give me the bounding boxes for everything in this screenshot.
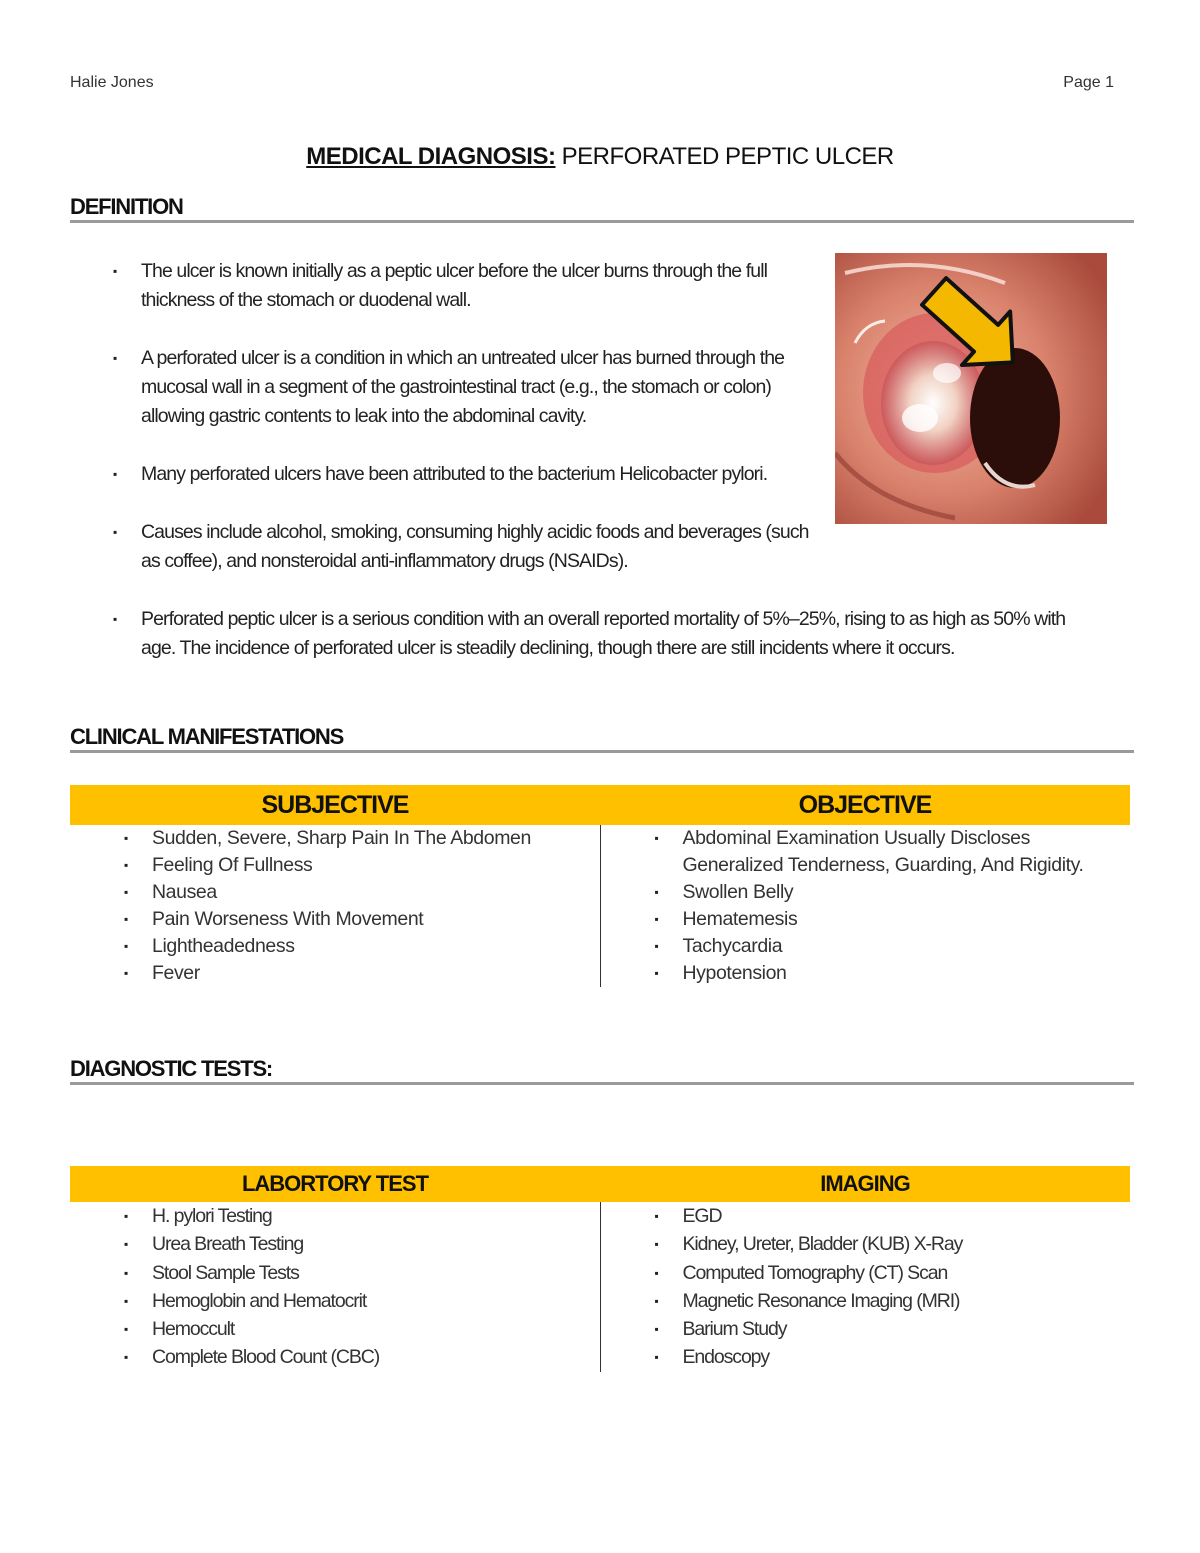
subjective-list: [152, 825, 600, 987]
subjective-header: SUBJECTIVE: [70, 785, 600, 825]
list-item: ▪ Stool Sample Tests: [152, 1259, 600, 1287]
list-item: ▪ Kidney, Ureter, Bladder (KUB) X-Ray: [683, 1230, 1131, 1258]
list-item: ▪ Pain Worseness With Movement: [152, 906, 600, 933]
ulcer-endoscopy-image: [835, 253, 1107, 524]
list-item: ▪ Feeling Of Fullness: [152, 852, 600, 879]
imaging-header: IMAGING: [600, 1166, 1130, 1202]
list-item: ▪ Hypotension: [683, 960, 1131, 987]
clinical-table: [70, 785, 1130, 987]
list-item: ▪ Abdominal Examination Usually Discloses Generalized Tenderness, Guarding, And Rigidity.: [683, 825, 1123, 879]
list-item: ▪ Fever: [152, 960, 600, 987]
page-title: [0, 143, 1200, 171]
list-item: ▪ Endoscopy: [683, 1343, 1131, 1371]
list-item: ▪ H. pylori Testing: [152, 1202, 600, 1230]
objective-list: [683, 825, 1131, 987]
imaging-list: [683, 1202, 1131, 1372]
list-item: ▪ Magnetic Resonance Imaging (MRI): [683, 1287, 1131, 1315]
list-item: ▪ Nausea: [152, 879, 600, 906]
list-item: ▪ Many perforated ulcers have been attributed to the bacterium Helicobacter pylori.: [141, 460, 821, 489]
list-item: ▪ The ulcer is known initially as a peptic ulcer before the ulcer burns through the full thickness of the stomach or duodenal wall.: [141, 257, 821, 315]
page-number: Page 1: [1063, 74, 1114, 91]
list-item: ▪ Lightheadedness: [152, 933, 600, 960]
list-item: ▪ Barium Study: [683, 1315, 1131, 1343]
list-item: ▪ Perforated peptic ulcer is a serious condition with an overall reported mortality of 5%–25%, rising to as high as 50% with age. The incidence of perforated ulcer is steadily declining, though there are still incidents where it occurs.: [141, 605, 1101, 663]
author-name: Halie Jones: [70, 74, 154, 91]
list-item: ▪ Hematemesis: [683, 906, 1131, 933]
list-item: ▪ A perforated ulcer is a condition in which an untreated ulcer has burned through the mucosal wall in a segment of the gastrointestinal tract (e.g., the stomach or colon) allowing gastric contents to leak into the abdominal cavity.: [141, 344, 821, 431]
list-item: ▪ Computed Tomography (CT) Scan: [683, 1259, 1131, 1287]
list-item: ▪ Hemoglobin and Hematocrit: [152, 1287, 600, 1315]
lab-list: [152, 1202, 600, 1372]
diagnostic-heading: DIAGNOSTIC TESTS:: [70, 1056, 1134, 1085]
list-item: ▪ Sudden, Severe, Sharp Pain In The Abdomen: [152, 825, 600, 852]
lab-header: LABORTORY TEST: [70, 1166, 600, 1202]
list-item: ▪ Causes include alcohol, smoking, consuming highly acidic foods and beverages (such as coffee), and nonsteroidal anti-inflammatory drugs (NSAIDs).: [141, 518, 821, 576]
list-item: ▪ Urea Breath Testing: [152, 1230, 600, 1258]
objective-header: OBJECTIVE: [600, 785, 1130, 825]
title-value: PERFORATED PEPTIC ULCER: [555, 143, 894, 170]
list-item: ▪ Swollen Belly: [683, 879, 1131, 906]
definition-heading: DEFINITION: [70, 194, 1134, 223]
diagnostic-table: [70, 1166, 1130, 1372]
title-label: MEDICAL DIAGNOSIS:: [306, 143, 556, 170]
list-item: ▪ Hemoccult: [152, 1315, 600, 1343]
list-item: ▪ Complete Blood Count (CBC): [152, 1343, 600, 1371]
list-item: ▪ EGD: [683, 1202, 1131, 1230]
list-item: ▪ Tachycardia: [683, 933, 1131, 960]
clinical-heading: CLINICAL MANIFESTATIONS: [70, 724, 1134, 753]
